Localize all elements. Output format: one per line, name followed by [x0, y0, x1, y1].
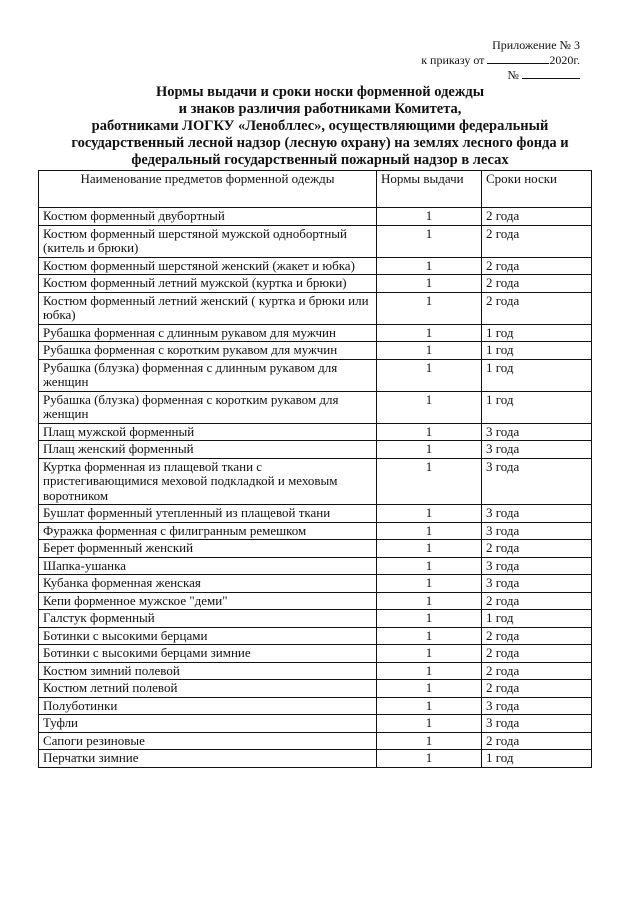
table-row [39, 750, 592, 768]
cell-term: 2 года [482, 257, 592, 275]
cell-term: 3 года [482, 697, 592, 715]
cell-norm: 1 [377, 292, 482, 324]
cell-norm: 1 [377, 540, 482, 558]
cell-item-name: Шапка-ушанка [39, 557, 377, 575]
cell-norm: 1 [377, 575, 482, 593]
cell-item-name: Костюм зимний полевой [39, 662, 377, 680]
table-row [39, 391, 592, 423]
table-row [39, 557, 592, 575]
title-line: федеральный государственный пожарный надзор в лесах [131, 152, 509, 168]
cell-item-name: Рубашка (блузка) форменная с коротким рукавом для женщин [39, 391, 377, 423]
cell-term: 3 года [482, 522, 592, 540]
annex-order-line [421, 53, 580, 68]
cell-item-name: Берет форменный женский [39, 540, 377, 558]
cell-item-name: Ботинки с высокими берцами [39, 627, 377, 645]
cell-norm: 1 [377, 225, 482, 257]
uniform-norms-table [38, 170, 592, 768]
header-norm: Нормы выдачи [377, 171, 482, 208]
cell-norm: 1 [377, 645, 482, 663]
cell-norm: 1 [377, 610, 482, 628]
cell-item-name: Костюм форменный шерстяной мужской однобортный (китель и брюки) [39, 225, 377, 257]
cell-item-name: Куртка форменная из плащевой ткани с пристегивающимися меховой подкладкой и меховым воротником [39, 458, 377, 505]
cell-term: 2 года [482, 680, 592, 698]
cell-item-name: Рубашка форменная с длинным рукавом для мужчин [39, 324, 377, 342]
cell-term: 2 года [482, 225, 592, 257]
cell-term: 2 года [482, 208, 592, 226]
table-row [39, 324, 592, 342]
cell-norm: 1 [377, 522, 482, 540]
cell-item-name: Костюм форменный летний мужской (куртка и брюки) [39, 275, 377, 293]
cell-item-name: Рубашка (блузка) форменная с длинным рукавом для женщин [39, 359, 377, 391]
cell-term: 3 года [482, 715, 592, 733]
cell-term: 3 года [482, 505, 592, 523]
table-row [39, 225, 592, 257]
table-row [39, 715, 592, 733]
table-row [39, 208, 592, 226]
cell-item-name: Бушлат форменный утепленный из плащевой ткани [39, 505, 377, 523]
annex-block [421, 38, 580, 83]
title-line: Нормы выдачи и сроки носки форменной одежды [155, 84, 485, 100]
cell-term: 1 год [482, 359, 592, 391]
order-date-blank [487, 63, 549, 64]
table-row [39, 540, 592, 558]
cell-item-name: Сапоги резиновые [39, 732, 377, 750]
cell-item-name: Костюм форменный двубортный [39, 208, 377, 226]
annex-order-year: 2020г. [549, 53, 580, 67]
title-line: работниками ЛОГКУ «Ленобллес», осуществляющими федеральный [91, 118, 549, 134]
cell-norm: 1 [377, 391, 482, 423]
cell-item-name: Плащ мужской форменный [39, 423, 377, 441]
table-row [39, 697, 592, 715]
cell-item-name: Кепи форменное мужское "деми" [39, 592, 377, 610]
table-row [39, 680, 592, 698]
cell-term: 3 года [482, 575, 592, 593]
table-row [39, 645, 592, 663]
cell-item-name: Кубанка форменная женская [39, 575, 377, 593]
cell-norm: 1 [377, 715, 482, 733]
cell-term: 1 год [482, 324, 592, 342]
cell-term: 2 года [482, 540, 592, 558]
cell-norm: 1 [377, 505, 482, 523]
annex-order-number-label: № [507, 68, 519, 82]
cell-term: 1 год [482, 750, 592, 768]
cell-term: 3 года [482, 441, 592, 459]
cell-norm: 1 [377, 680, 482, 698]
cell-norm: 1 [377, 275, 482, 293]
table-row [39, 292, 592, 324]
table-row [39, 458, 592, 505]
table-row [39, 441, 592, 459]
cell-term: 2 года [482, 592, 592, 610]
cell-item-name: Рубашка форменная с коротким рукавом для мужчин [39, 342, 377, 360]
table-row [39, 359, 592, 391]
cell-norm: 1 [377, 557, 482, 575]
table-header-row [39, 171, 592, 208]
cell-norm: 1 [377, 592, 482, 610]
cell-norm: 1 [377, 208, 482, 226]
cell-term: 2 года [482, 662, 592, 680]
cell-term: 1 год [482, 610, 592, 628]
table-row [39, 342, 592, 360]
cell-term: 2 года [482, 732, 592, 750]
cell-term: 2 года [482, 292, 592, 324]
cell-norm: 1 [377, 423, 482, 441]
table-row [39, 257, 592, 275]
cell-item-name: Галстук форменный [39, 610, 377, 628]
order-number-blank [522, 78, 580, 79]
cell-item-name: Перчатки зимние [39, 750, 377, 768]
table-row [39, 423, 592, 441]
cell-term: 3 года [482, 557, 592, 575]
cell-norm: 1 [377, 324, 482, 342]
table-row [39, 505, 592, 523]
table-row [39, 522, 592, 540]
table-row [39, 610, 592, 628]
cell-norm: 1 [377, 750, 482, 768]
annex-number: Приложение № 3 [492, 38, 580, 52]
table-row [39, 592, 592, 610]
cell-item-name: Костюм летний полевой [39, 680, 377, 698]
cell-item-name: Костюм форменный летний женский ( куртка и брюки или юбка) [39, 292, 377, 324]
cell-item-name: Плащ женский форменный [39, 441, 377, 459]
cell-item-name: Ботинки с высокими берцами зимние [39, 645, 377, 663]
cell-norm: 1 [377, 697, 482, 715]
annex-order-number-line [421, 68, 580, 83]
cell-item-name: Полуботинки [39, 697, 377, 715]
cell-norm: 1 [377, 257, 482, 275]
cell-term: 3 года [482, 423, 592, 441]
table-body [39, 208, 592, 768]
table-row [39, 575, 592, 593]
cell-norm: 1 [377, 458, 482, 505]
title-line: и знаков различия работниками Комитета, [178, 101, 462, 117]
cell-norm: 1 [377, 342, 482, 360]
cell-item-name: Туфли [39, 715, 377, 733]
table-row [39, 275, 592, 293]
header-term: Сроки носки [482, 171, 592, 208]
cell-norm: 1 [377, 732, 482, 750]
cell-norm: 1 [377, 441, 482, 459]
cell-norm: 1 [377, 359, 482, 391]
cell-term: 2 года [482, 627, 592, 645]
cell-norm: 1 [377, 662, 482, 680]
table-row [39, 662, 592, 680]
cell-norm: 1 [377, 627, 482, 645]
title-line: государственный лесной надзор (лесную охрану) на землях лесного фонда и [71, 135, 569, 151]
cell-item-name: Костюм форменный шерстяной женский (жакет и юбка) [39, 257, 377, 275]
table-row [39, 732, 592, 750]
cell-term: 2 года [482, 645, 592, 663]
cell-term: 1 год [482, 391, 592, 423]
cell-term: 3 года [482, 458, 592, 505]
annex-order-prefix: к приказу от [421, 53, 488, 67]
cell-term: 1 год [482, 342, 592, 360]
table-row [39, 627, 592, 645]
cell-term: 2 года [482, 275, 592, 293]
document-title [40, 84, 600, 169]
cell-item-name: Фуражка форменная с филигранным ремешком [39, 522, 377, 540]
header-item-name: Наименование предметов форменной одежды [39, 171, 377, 208]
